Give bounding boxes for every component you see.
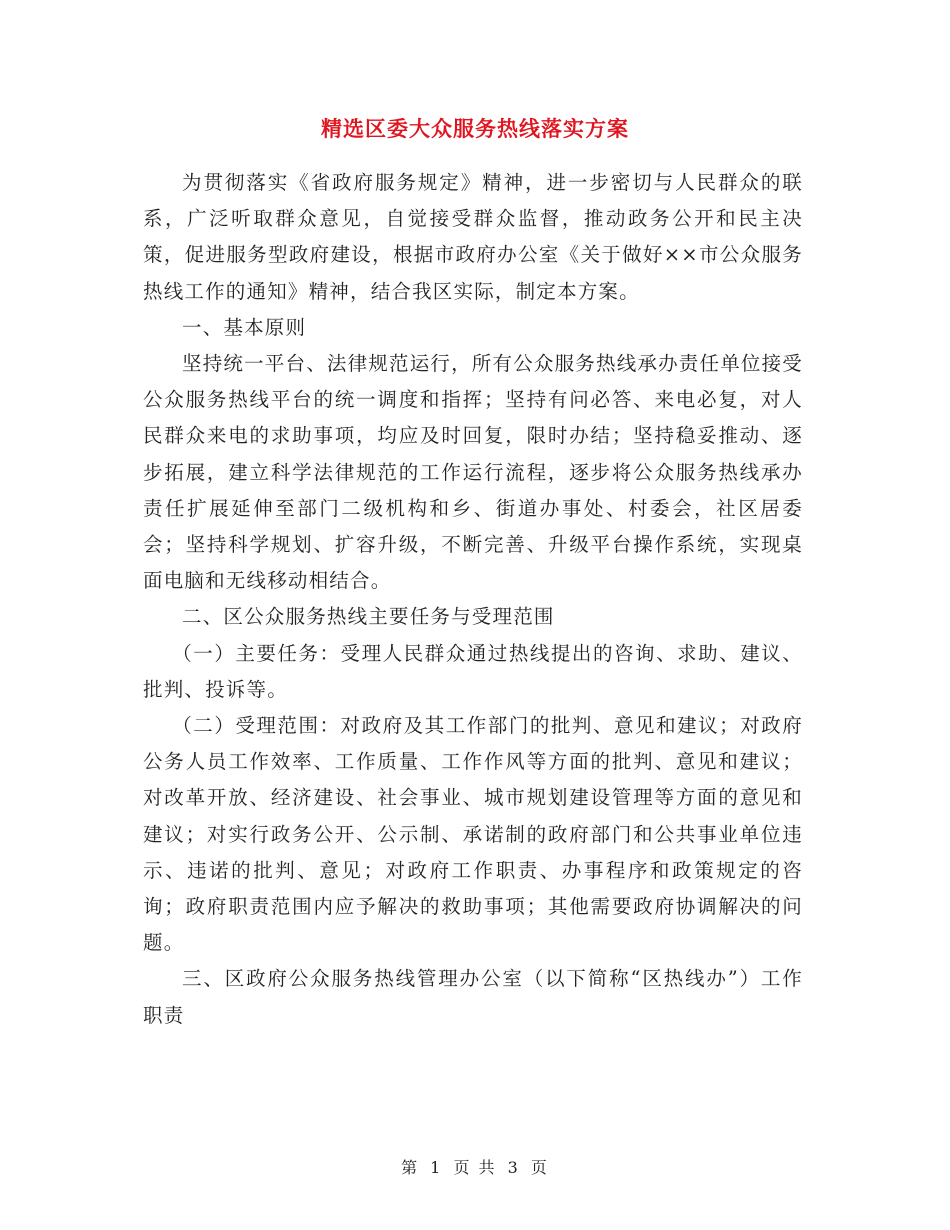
current-page-number: 1 [430,1158,443,1177]
page-footer [0,1155,950,1178]
page-label-mid: 页 共 [453,1158,497,1177]
total-pages-number: 3 [507,1158,520,1177]
section-heading-1: 一、基本原则 [182,315,307,339]
scope-paragraph: （二）受理范围：对政府及其工作部门的批判、意见和建议；对政府公务人员工作效率、工作质量、工作作风等方面的批判、意见和建议；对改革开放、经济建设、社会事业、城市规划建设管理等方面的意见和建议；对实行政务公开、公示制、承诺制的政府部门和公共事业单位违示、违诺的批判、意见；对政府工作职责、办事程序和政策规定的咨询；政府职责范围内应予解决的救助事项；其他需要政府协调解决的问题。 [143,714,803,955]
page-label-suffix: 页 [530,1158,549,1177]
page-label-prefix: 第 [401,1158,420,1177]
section-heading-3: 三、区政府公众服务热线管理办公室（以下简称“区热线办”）工作职责 [143,967,803,1027]
principles-paragraph: 坚持统一平台、法律规范运行，所有公众服务热线承办责任单位接受公众服务热线平台的统一调度和指挥；坚持有问必答、来电必复，对人民群众来电的求助事项，均应及时回复，限时办结；坚持稳妥推动、逐步拓展，建立科学法律规范的工作运行流程，逐步将公众服务热线承办责任扩展延伸至部门二级机构和乡、街道办事处、村委会，社区居委会；坚持科学规划、扩容升级，不断完善、升级平台操作系统，实现桌面电脑和无线移动相结合。 [143,352,804,593]
main-tasks-paragraph: （一）主要任务：受理人民群众通过热线提出的咨询、求助、建议、批判、投诉等。 [143,641,803,701]
intro-paragraph: 为贯彻落实《省政府服务规定》精神，进一步密切与人民群众的联系，广泛听取群众意见，自觉接受群众监督，推动政务公开和民主决策，促进服务型政府建设，根据市政府办公室《关于做好××市公众服务热线工作的通知》精神，结合我区实际，制定本方案。 [143,171,803,303]
document-body [143,165,803,1034]
section-heading-2: 二、区公众服务热线主要任务与受理范围 [182,605,555,629]
document-title: 精选区委大众服务热线落实方案 [321,116,629,141]
